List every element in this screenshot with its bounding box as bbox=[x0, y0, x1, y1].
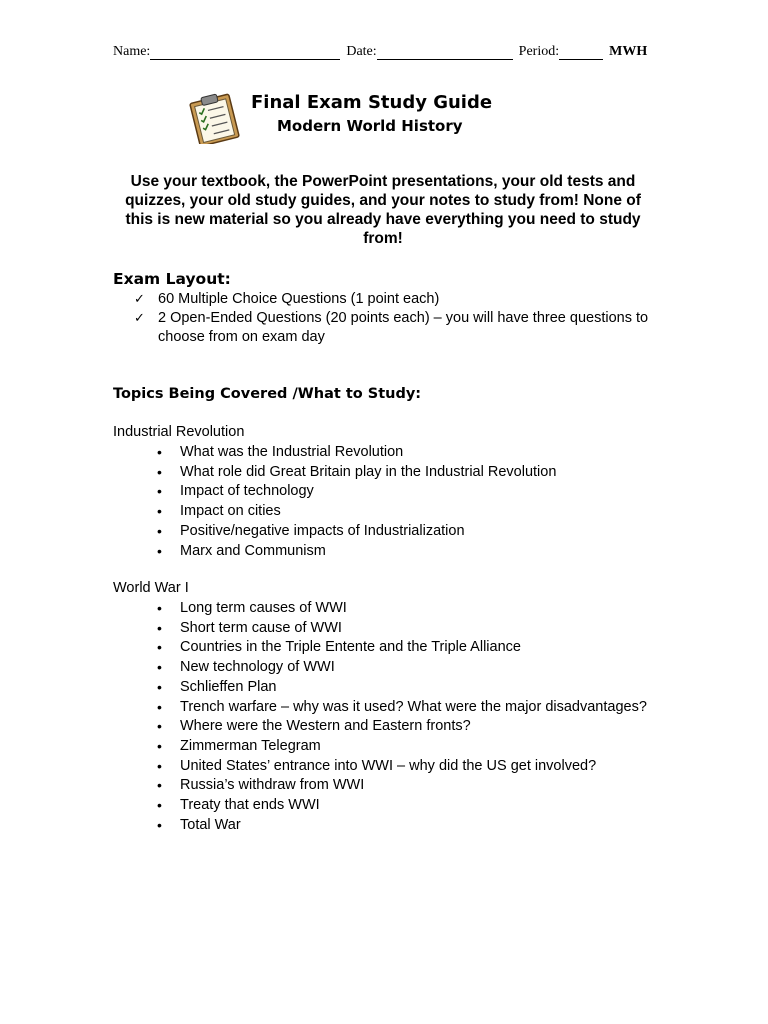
name-label: Name: bbox=[113, 44, 151, 59]
checkmark-icon: ✓ bbox=[134, 292, 145, 307]
list-item: ✓ 60 Multiple Choice Questions (1 point each) bbox=[134, 291, 440, 307]
list-item: • Countries in the Triple Entente and the Triple Alliance bbox=[156, 638, 666, 658]
world-war-i-list bbox=[156, 599, 666, 835]
list-item: • Trench warfare – why was it used? What were the major disadvantages? bbox=[156, 698, 666, 718]
list-item: • Total War bbox=[156, 816, 666, 836]
list-item: • United States’ entrance into WWI – why did the US get involved? bbox=[156, 757, 666, 777]
bullet-icon: • bbox=[157, 659, 162, 676]
bullet-icon: • bbox=[157, 503, 162, 520]
bullet-icon: • bbox=[157, 542, 162, 559]
checkmark-icon: ✓ bbox=[134, 311, 145, 326]
list-item: • Where were the Western and Eastern fronts? bbox=[156, 717, 666, 737]
bullet-icon: • bbox=[157, 777, 162, 794]
section-heading-world-war-i: World War I bbox=[113, 580, 189, 596]
bullet-icon: • bbox=[157, 797, 162, 814]
bullet-icon: • bbox=[157, 698, 162, 715]
list-item: • Impact on cities bbox=[156, 502, 666, 522]
period-blank bbox=[559, 45, 603, 60]
period-label: Period: bbox=[518, 44, 560, 59]
name-blank bbox=[150, 45, 340, 60]
bullet-icon: • bbox=[157, 816, 162, 833]
list-item: • Marx and Communism bbox=[156, 542, 666, 562]
bullet-icon: • bbox=[157, 639, 162, 656]
header-line bbox=[113, 44, 658, 60]
bullet-icon: • bbox=[157, 522, 162, 539]
date-blank bbox=[377, 45, 513, 60]
list-item: • What role did Great Britain play in the Industrial Revolution bbox=[156, 463, 666, 483]
date-label: Date: bbox=[346, 44, 377, 59]
page-subtitle: Modern World History bbox=[277, 117, 463, 135]
list-item: ✓ 2 Open-Ended Questions (20 points each) – you will have three questions to choose from on exam day bbox=[134, 310, 649, 345]
industrial-revolution-list bbox=[156, 443, 666, 561]
list-item: • Russia’s withdraw from WWI bbox=[156, 776, 666, 796]
clipboard-checklist-icon bbox=[186, 92, 244, 144]
exam-layout-heading: Exam Layout: bbox=[113, 270, 231, 288]
bullet-icon: • bbox=[157, 619, 162, 636]
list-item: • What was the Industrial Revolution bbox=[156, 443, 666, 463]
exam-layout-list bbox=[134, 290, 654, 347]
bullet-icon: • bbox=[157, 463, 162, 480]
topics-heading: Topics Being Covered /What to Study: bbox=[113, 386, 422, 402]
course-code: MWH bbox=[609, 44, 648, 59]
list-item: • Zimmerman Telegram bbox=[156, 737, 666, 757]
bullet-icon: • bbox=[157, 600, 162, 616]
list-item: • Positive/negative impacts of Industrialization bbox=[156, 522, 666, 542]
list-item: • Short term cause of WWI bbox=[156, 619, 666, 639]
section-heading-industrial-revolution: Industrial Revolution bbox=[113, 424, 245, 440]
page-title: Final Exam Study Guide bbox=[251, 92, 493, 113]
list-item: • Treaty that ends WWI bbox=[156, 796, 666, 816]
bullet-icon: • bbox=[157, 483, 162, 500]
bullet-icon: • bbox=[157, 737, 162, 754]
bullet-icon: • bbox=[157, 757, 162, 774]
bullet-icon: • bbox=[157, 444, 162, 460]
list-item: • Schlieffen Plan bbox=[156, 678, 666, 698]
list-item: • Long term causes of WWI bbox=[156, 599, 666, 619]
bullet-icon: • bbox=[157, 718, 162, 735]
list-item: • Impact of technology bbox=[156, 482, 666, 502]
list-item: • New technology of WWI bbox=[156, 658, 666, 678]
intro-paragraph: Use your textbook, the PowerPoint presentations, your old tests and quizzes, your old study guides, and your notes to study from! None of this is new material so you already have everything you need to study from! bbox=[125, 173, 641, 247]
bullet-icon: • bbox=[157, 678, 162, 695]
